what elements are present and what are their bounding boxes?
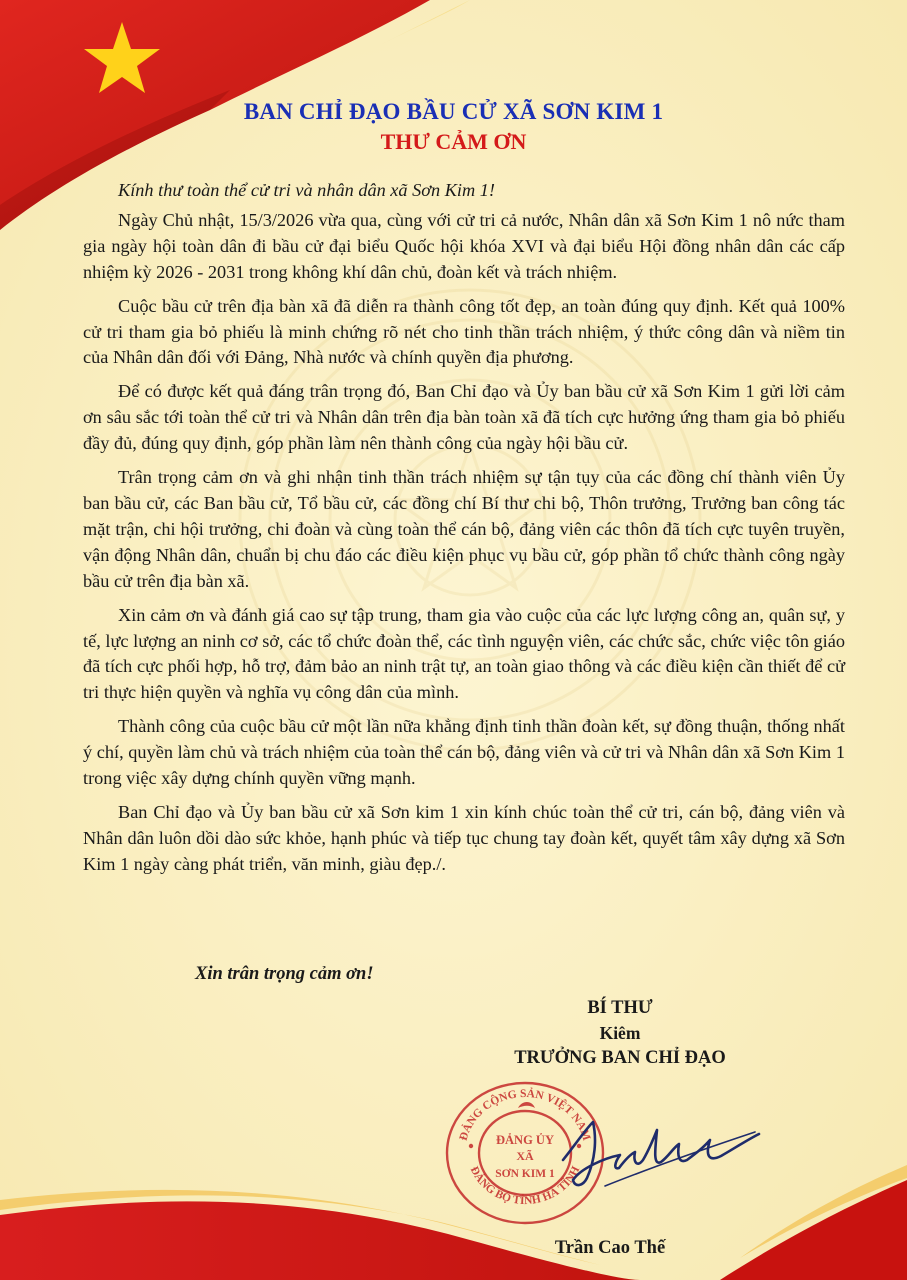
seal-inner-line3: SƠN KIM 1 (495, 1168, 555, 1180)
signer-title-secretary: BÍ THƯ (587, 998, 653, 1018)
seal-inner-line1: ĐẢNG ỦY (496, 1133, 554, 1147)
letter-body (83, 178, 845, 886)
signer-name: Trần Cao Thế (554, 1238, 666, 1258)
letter-paragraph: Xin cảm ơn và đánh giá cao sự tập trung, tham gia vào cuộc của các lực lượng công an, quân sự, y tế, lực lượng an ninh cơ sở, các tổ chức đoàn thể, các tình nguyện viên, các chức sắc, chức việc tôn giáo đã tích cực phối hợp, hỗ trợ, đảm bảo an ninh trật tự, an toàn giao thông và các điều kiện cần thiết để cử tri thực hiện quyền và nghĩa vụ công dân của mình. (83, 604, 845, 703)
letter-paragraph: Cuộc bầu cử trên địa bàn xã đã diễn ra thành công tốt đẹp, an toàn đúng quy định. Kết quả 100% cử tri tham gia bỏ phiếu là minh chứng rõ nét cho tinh thần trách nhiệm, ý thức công dân và niềm tin của Nhân dân đối với Đảng, Nhà nước và chính quyền địa phương. (83, 295, 845, 368)
seal-inner-line2: XÃ (516, 1149, 534, 1163)
letter-paragraph: Ban Chỉ đạo và Ủy ban bầu cử xã Sơn kim 1 xin kính chúc toàn thể cử tri, cán bộ, đảng viên và Nhân dân luôn dồi dào sức khỏe, hạnh phúc và tiếp tục chung tay đoàn kết, quyết tâm xây dựng xã Sơn Kim 1 ngày càng phát triển, văn minh, giàu đẹp./. (83, 801, 845, 874)
handwritten-signature (545, 1100, 765, 1195)
letter-paragraph: Thành công của cuộc bầu cử một lần nữa khẳng định tinh thần đoàn kết, sự đồng thuận, thống nhất ý chí, quyền làm chủ và trách nhiệm của toàn thể cán bộ, đảng viên và cử tri và Nhân dân xã Sơn Kim 1 trong việc xây dựng chính quyền vững mạnh. (83, 716, 845, 789)
seal-outer-top: ĐẢNG CỘNG SẢN VIỆT NAM (457, 1087, 593, 1143)
signer-title-concurrent: Kiêm (599, 1023, 641, 1043)
seal-outer-bottom: ĐẢNG BỘ TỈNH HÀ TĨNH (467, 1164, 583, 1208)
org-heading: BAN CHỈ ĐẠO BẦU CỬ XÃ SƠN KIM 1 (243, 99, 664, 124)
letter-greeting: Kính thư toàn thể cử tri và nhân dân xã Sơn Kim 1! (118, 180, 496, 200)
signer-title-head: TRƯỞNG BAN CHỈ ĐẠO (514, 1048, 726, 1068)
letter-paragraph: Trân trọng cảm ơn và ghi nhận tinh thần trách nhiệm sự tận tụy của các đồng chí thành viên Ủy ban bầu cử, các Ban bầu cử, Tổ bầu cử, các đồng chí Bí thư chi bộ, Thôn trưởng, Trưởng ban công tác mặt trận, chi hội trưởng, chi đoàn và cùng toàn thể cán bộ, đảng viên các thôn đã tích cực tuyên truyền, vận động Nhân dân, chuẩn bị chu đáo các điều kiện phục vụ bầu cử, góp phần tổ chức thành công ngày bầu cử trên địa bàn xã. (83, 467, 845, 591)
letter-paragraph: Ngày Chủ nhật, 15/3/2026 vừa qua, cùng với cử tri cả nước, Nhân dân xã Sơn Kim 1 nô nức tham gia ngày hội toàn dân đi bầu cử đại biểu Quốc hội khóa XVI và đại biểu Hội đồng nhân dân các cấp nhiệm kỳ 2026 - 2031 trong không khí dân chủ, đoàn kết và trách nhiệm. (83, 209, 845, 282)
closing-line: Xin trân trọng cảm ơn! (195, 964, 374, 984)
letter-paragraph: Để có được kết quả đáng trân trọng đó, Ban Chỉ đạo và Ủy ban bầu cử xã Sơn Kim 1 gửi lời cảm ơn sâu sắc tới toàn thể cử tri và Nhân dân trên địa bàn toàn xã đã tích cực hưởng ứng tham gia bỏ phiếu đầy đủ, đúng quy định, góp phần làm nên thành công của ngày hội bầu cử. (83, 381, 845, 454)
document-title: THƯ CẢM ƠN (380, 129, 527, 154)
